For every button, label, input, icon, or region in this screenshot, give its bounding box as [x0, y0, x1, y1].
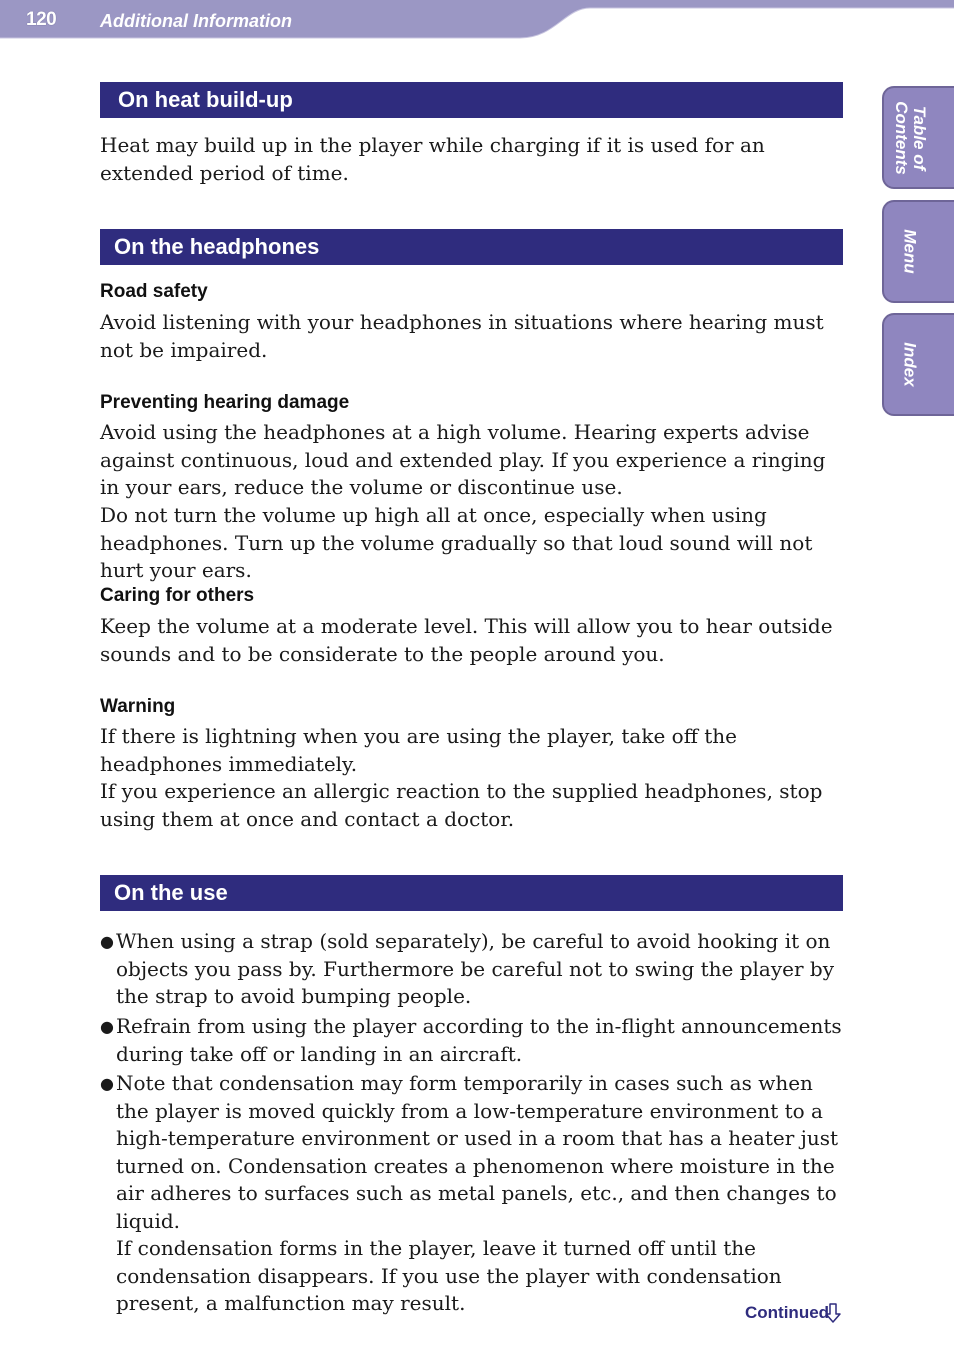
list-item	[100, 1013, 848, 1068]
paragraph-hearing-damage-2: Do not turn the volume up high all at once, especially when using headphones. Turn up the volume gradually so that loud sound will not hurt your ears.	[100, 503, 813, 582]
tab-label-contents: Table of Contents	[892, 100, 930, 175]
bullet-icon: ●	[100, 1017, 114, 1036]
tab-label-index: Index	[900, 342, 920, 387]
bullet-icon: ●	[100, 932, 114, 951]
paragraph-road-safety: Avoid listening with your headphones in situations where hearing must not be impaired.	[100, 310, 824, 362]
heading-bar-use	[100, 875, 843, 911]
subheading-caring-others: Caring for others	[100, 585, 255, 606]
tab-table-of-contents[interactable]	[882, 86, 954, 189]
heading-headphones: On the headphones	[114, 234, 320, 259]
tab-index[interactable]	[882, 313, 954, 416]
list-item-text: Refrain from using the player according to the in-flight announcements during take off or landing in an aircraft.	[116, 1014, 842, 1066]
list-item-text-continued: If condensation forms in the player, leave it turned off until the condensation disappears. If you use the player with condensation present, a malfunction may result.	[116, 1236, 782, 1315]
header-section-title: Additional Information	[100, 11, 292, 31]
subheading-warning: Warning	[100, 696, 176, 717]
subheading-hearing-damage: Preventing hearing damage	[100, 392, 350, 413]
heading-bar-headphones	[100, 229, 843, 265]
heading-use: On the use	[114, 880, 228, 905]
page-number: 120	[26, 9, 57, 30]
paragraph-hearing-damage: Avoid using the headphones at a high volume. Hearing experts advise against continuous, loud and extended play. If you experience a ringing in your ears, reduce the volume or discontinue use.	[100, 420, 826, 499]
arrow-down-icon	[824, 1302, 842, 1324]
subheading-road-safety: Road safety	[100, 281, 208, 302]
list-item	[100, 928, 848, 1011]
list-item-text: Note that condensation may form temporarily in cases such as when the player is moved quickly from a low-temperature environment to a high-temperature environment or used in a room that has a heater just turned on. Condensation creates a phenomenon where moisture in the air adheres to surfaces such as metal panels, etc., and then changes to liquid.	[116, 1071, 839, 1233]
paragraph-warning-2: If you experience an allergic reaction to the supplied headphones, stop using them at once and contact a doctor.	[100, 779, 823, 831]
list-item	[100, 1070, 848, 1318]
heading-bar-heat	[100, 82, 843, 118]
paragraph-caring-others: Keep the volume at a moderate level. This will allow you to hear outside sounds and to be considerate to the people around you.	[100, 614, 833, 666]
heading-heat: On heat build-up	[118, 87, 293, 112]
continued-link[interactable]: Continued	[745, 1303, 830, 1322]
paragraph-warning: If there is lightning when you are using the player, take off the headphones immediately.	[100, 724, 738, 776]
header-band	[0, 0, 954, 40]
tab-label-menu: Menu	[900, 229, 920, 274]
paragraph-heat: Heat may build up in the player while charging if it is used for an extended period of time.	[100, 133, 765, 185]
bullet-icon: ●	[100, 1074, 114, 1093]
tab-menu[interactable]	[882, 200, 954, 303]
list-item-text: When using a strap (sold separately), be careful to avoid hooking it on objects you pass by. Furthermore be careful not to swing the player by the strap to avoid bumping people.	[116, 929, 834, 1008]
